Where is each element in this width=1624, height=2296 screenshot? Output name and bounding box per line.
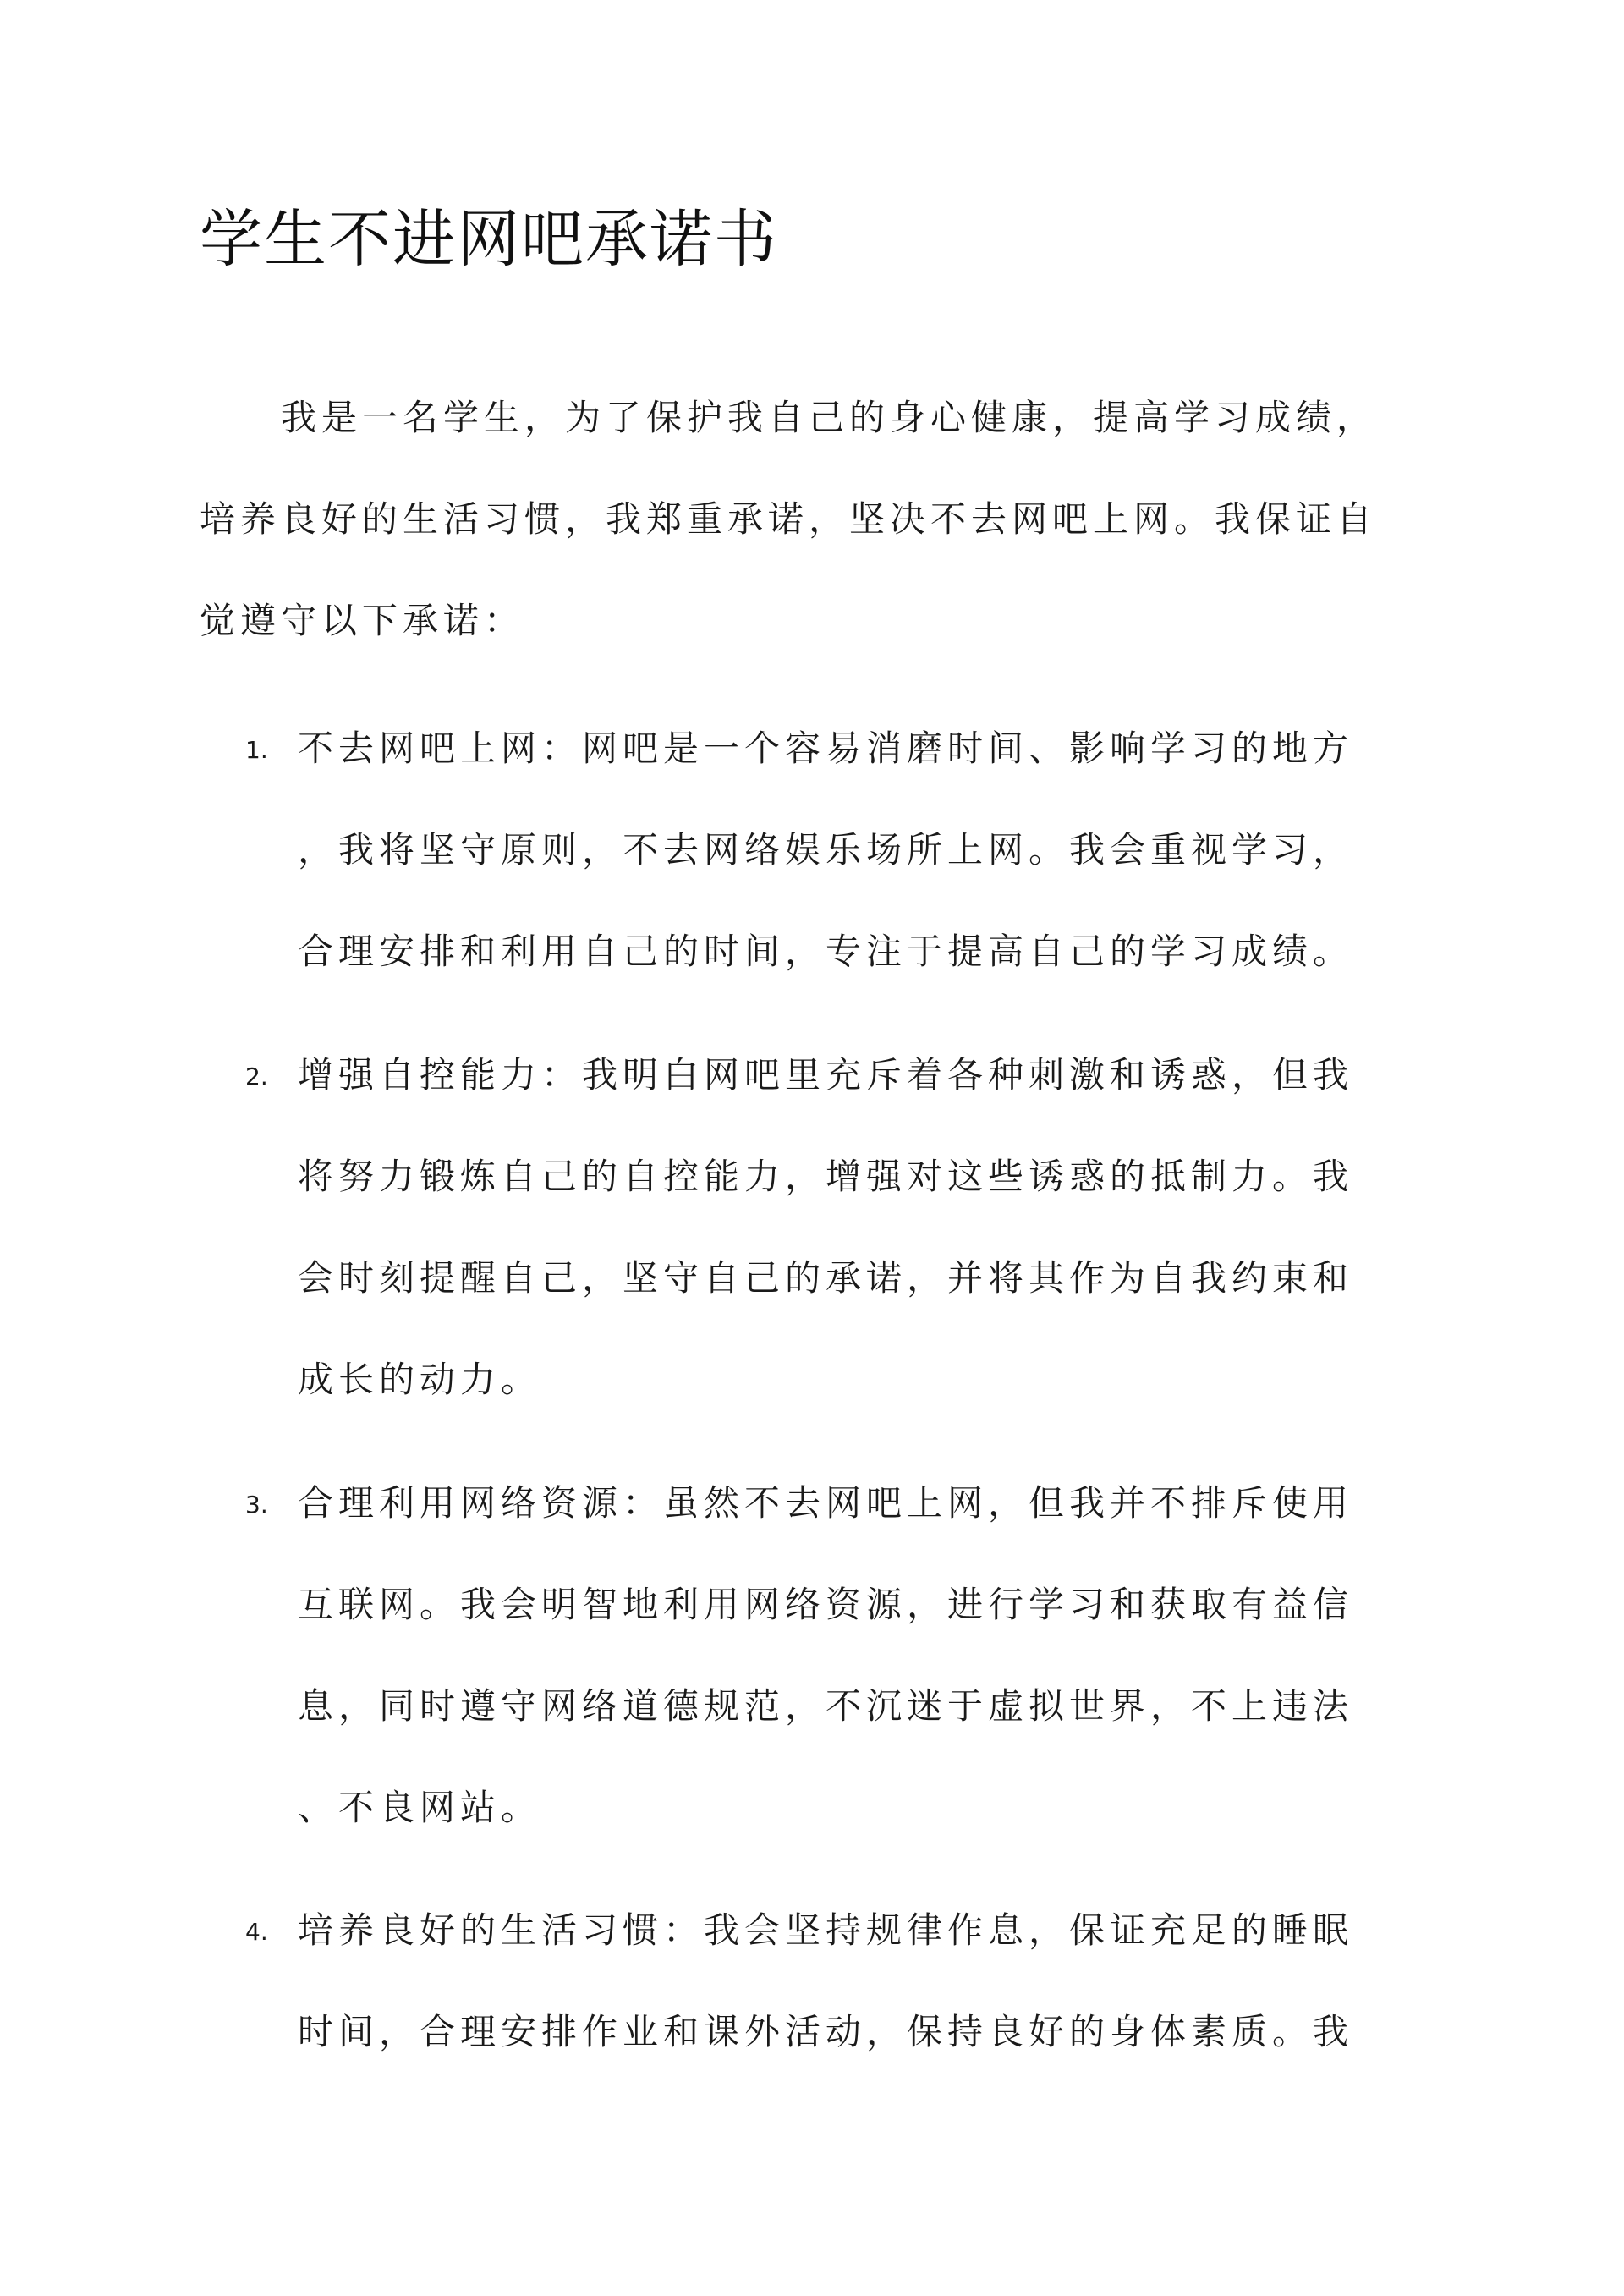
intro-line-1: 我是一名学生，为了保护我自己的身心健康，提高学习成绩， [281, 397, 1378, 438]
list-item-number-4: 4. [245, 1918, 268, 1946]
list-item-number-1: 1. [245, 736, 268, 764]
list-item-2-line-4: 成长的动力。 [298, 1359, 542, 1400]
list-item-2-line-1: 增强自控能力：我明白网吧里充斥着各种刺激和诱惑，但我 [298, 1054, 1354, 1096]
list-item-3-line-3: 息，同时遵守网络道德规范，不沉迷于虚拟世界，不上违法 [298, 1685, 1354, 1727]
list-item-1-line-2: ，我将坚守原则，不去网络娱乐场所上网。我会重视学习， [298, 829, 1354, 871]
list-item-3-line-2: 互联网。我会明智地利用网络资源，进行学习和获取有益信 [298, 1584, 1354, 1625]
list-item-4-line-1: 培养良好的生活习惯：我会坚持规律作息，保证充足的睡眠 [298, 1909, 1354, 1951]
list-item-4-line-2: 时间，合理安排作业和课外活动，保持良好的身体素质。我 [298, 2011, 1354, 2052]
list-item-number-3: 3. [245, 1491, 268, 1519]
list-item-1-line-1: 不去网吧上网：网吧是一个容易消磨时间、影响学习的地方 [298, 728, 1354, 769]
list-item-number-2: 2. [245, 1063, 268, 1090]
list-item-3-line-1: 合理利用网络资源：虽然不去网吧上网，但我并不排斥使用 [298, 1482, 1354, 1524]
page-title: 学生不进网吧承诺书 [200, 203, 778, 276]
list-item-1-line-3: 合理安排和利用自己的时间，专注于提高自己的学习成绩。 [298, 931, 1354, 972]
list-item-3-line-4: 、不良网站。 [298, 1787, 542, 1828]
list-item-2-line-3: 会时刻提醒自己，坚守自己的承诺，并将其作为自我约束和 [298, 1257, 1354, 1299]
intro-line-2: 培养良好的生活习惯，我郑重承诺，坚决不去网吧上网。我保证自 [200, 498, 1378, 540]
intro-line-3: 觉遵守以下承诺： [200, 600, 525, 641]
list-item-2-line-2: 将努力锻炼自己的自控能力，增强对这些诱惑的抵制力。我 [298, 1156, 1354, 1197]
